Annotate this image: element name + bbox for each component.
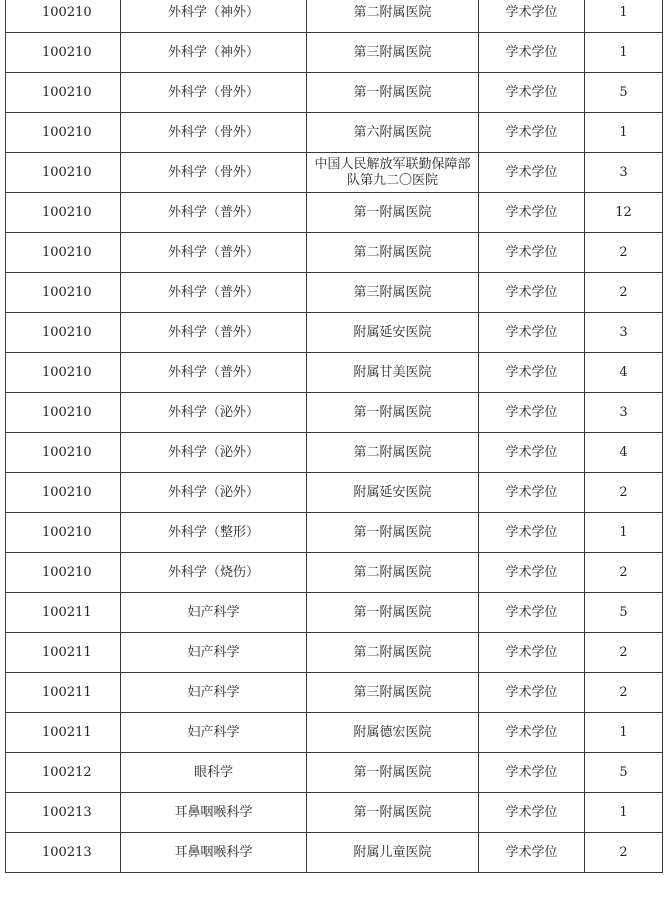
table-row bbox=[6, 753, 663, 793]
major-code-cell: 100210 bbox=[6, 473, 121, 513]
training-unit-cell: 附属延安医院 bbox=[307, 313, 479, 353]
major-name-cell: 外科学（整形） bbox=[121, 513, 307, 553]
enrollment-count-cell: 2 bbox=[585, 233, 663, 273]
major-name-cell: 外科学（普外） bbox=[121, 273, 307, 313]
training-unit-cell: 第一附属医院 bbox=[307, 73, 479, 113]
admissions-table bbox=[5, 0, 663, 873]
enrollment-count-cell: 2 bbox=[585, 673, 663, 713]
table-row bbox=[6, 553, 663, 593]
major-name-cell: 外科学（烧伤） bbox=[121, 553, 307, 593]
major-code-cell: 100210 bbox=[6, 153, 121, 193]
major-name-cell: 外科学（普外） bbox=[121, 353, 307, 393]
training-unit-cell: 第二附属医院 bbox=[307, 633, 479, 673]
degree-type-cell: 学术学位 bbox=[479, 513, 585, 553]
degree-type-cell: 学术学位 bbox=[479, 113, 585, 153]
table-row bbox=[6, 593, 663, 633]
major-code-cell: 100213 bbox=[6, 833, 121, 873]
table-row bbox=[6, 193, 663, 233]
degree-type-cell: 学术学位 bbox=[479, 833, 585, 873]
training-unit-cell: 中国人民解放军联勤保障部队第九二〇医院 bbox=[307, 153, 479, 193]
major-code-cell: 100210 bbox=[6, 0, 121, 33]
enrollment-count-cell: 3 bbox=[585, 393, 663, 433]
major-name-cell: 外科学（普外） bbox=[121, 313, 307, 353]
table-row bbox=[6, 633, 663, 673]
enrollment-count-cell: 3 bbox=[585, 153, 663, 193]
degree-type-cell: 学术学位 bbox=[479, 273, 585, 313]
major-code-cell: 100213 bbox=[6, 793, 121, 833]
training-unit-cell: 第一附属医院 bbox=[307, 593, 479, 633]
training-unit-cell: 第一附属医院 bbox=[307, 793, 479, 833]
major-code-cell: 100211 bbox=[6, 633, 121, 673]
degree-type-cell: 学术学位 bbox=[479, 193, 585, 233]
degree-type-cell: 学术学位 bbox=[479, 433, 585, 473]
table-row bbox=[6, 433, 663, 473]
table-row bbox=[6, 0, 663, 33]
training-unit-cell: 第六附属医院 bbox=[307, 113, 479, 153]
major-name-cell: 外科学（神外） bbox=[121, 33, 307, 73]
degree-type-cell: 学术学位 bbox=[479, 153, 585, 193]
training-unit-cell: 第一附属医院 bbox=[307, 393, 479, 433]
table-row bbox=[6, 513, 663, 553]
major-code-cell: 100210 bbox=[6, 553, 121, 593]
major-code-cell: 100212 bbox=[6, 753, 121, 793]
table-row bbox=[6, 713, 663, 753]
table-row bbox=[6, 353, 663, 393]
enrollment-count-cell: 2 bbox=[585, 833, 663, 873]
degree-type-cell: 学术学位 bbox=[479, 233, 585, 273]
table-row bbox=[6, 33, 663, 73]
table-row bbox=[6, 73, 663, 113]
training-unit-cell: 第三附属医院 bbox=[307, 33, 479, 73]
major-name-cell: 外科学（骨外） bbox=[121, 73, 307, 113]
degree-type-cell: 学术学位 bbox=[479, 473, 585, 513]
enrollment-count-cell: 5 bbox=[585, 73, 663, 113]
table-row bbox=[6, 153, 663, 193]
enrollment-count-cell: 2 bbox=[585, 633, 663, 673]
enrollment-count-cell: 2 bbox=[585, 273, 663, 313]
table-row bbox=[6, 313, 663, 353]
enrollment-count-cell: 1 bbox=[585, 113, 663, 153]
degree-type-cell: 学术学位 bbox=[479, 353, 585, 393]
major-name-cell: 妇产科学 bbox=[121, 633, 307, 673]
major-code-cell: 100211 bbox=[6, 593, 121, 633]
major-name-cell: 妇产科学 bbox=[121, 713, 307, 753]
degree-type-cell: 学术学位 bbox=[479, 73, 585, 113]
training-unit-cell: 附属甘美医院 bbox=[307, 353, 479, 393]
training-unit-cell: 第三附属医院 bbox=[307, 673, 479, 713]
major-name-cell: 外科学（普外） bbox=[121, 193, 307, 233]
training-unit-cell: 第一附属医院 bbox=[307, 753, 479, 793]
enrollment-count-cell: 5 bbox=[585, 593, 663, 633]
major-code-cell: 100210 bbox=[6, 353, 121, 393]
degree-type-cell: 学术学位 bbox=[479, 313, 585, 353]
major-code-cell: 100210 bbox=[6, 33, 121, 73]
enrollment-count-cell: 1 bbox=[585, 513, 663, 553]
enrollment-count-cell: 1 bbox=[585, 0, 663, 33]
degree-type-cell: 学术学位 bbox=[479, 33, 585, 73]
degree-type-cell: 学术学位 bbox=[479, 553, 585, 593]
major-code-cell: 100210 bbox=[6, 433, 121, 473]
major-code-cell: 100210 bbox=[6, 513, 121, 553]
table-body bbox=[6, 0, 663, 873]
major-name-cell: 外科学（普外） bbox=[121, 233, 307, 273]
enrollment-count-cell: 1 bbox=[585, 793, 663, 833]
training-unit-cell: 附属延安医院 bbox=[307, 473, 479, 513]
major-name-cell: 外科学（骨外） bbox=[121, 153, 307, 193]
major-code-cell: 100210 bbox=[6, 193, 121, 233]
table-row bbox=[6, 833, 663, 873]
training-unit-cell: 附属儿童医院 bbox=[307, 833, 479, 873]
major-name-cell: 外科学（泌外） bbox=[121, 393, 307, 433]
training-unit-cell: 第二附属医院 bbox=[307, 0, 479, 33]
major-code-cell: 100210 bbox=[6, 393, 121, 433]
major-name-cell: 外科学（泌外） bbox=[121, 433, 307, 473]
enrollment-count-cell: 1 bbox=[585, 713, 663, 753]
major-name-cell: 外科学（泌外） bbox=[121, 473, 307, 513]
enrollment-count-cell: 2 bbox=[585, 473, 663, 513]
table-row bbox=[6, 233, 663, 273]
enrollment-count-cell: 3 bbox=[585, 313, 663, 353]
major-name-cell: 外科学（神外） bbox=[121, 0, 307, 33]
table-row bbox=[6, 393, 663, 433]
major-name-cell: 耳鼻咽喉科学 bbox=[121, 833, 307, 873]
table-row bbox=[6, 473, 663, 513]
training-unit-cell: 第二附属医院 bbox=[307, 553, 479, 593]
degree-type-cell: 学术学位 bbox=[479, 793, 585, 833]
major-code-cell: 100210 bbox=[6, 233, 121, 273]
major-code-cell: 100211 bbox=[6, 713, 121, 753]
enrollment-count-cell: 4 bbox=[585, 353, 663, 393]
major-code-cell: 100211 bbox=[6, 673, 121, 713]
degree-type-cell: 学术学位 bbox=[479, 633, 585, 673]
major-code-cell: 100210 bbox=[6, 73, 121, 113]
degree-type-cell: 学术学位 bbox=[479, 593, 585, 633]
major-name-cell: 眼科学 bbox=[121, 753, 307, 793]
enrollment-count-cell: 12 bbox=[585, 193, 663, 233]
enrollment-count-cell: 4 bbox=[585, 433, 663, 473]
major-name-cell: 妇产科学 bbox=[121, 593, 307, 633]
major-name-cell: 妇产科学 bbox=[121, 673, 307, 713]
major-code-cell: 100210 bbox=[6, 113, 121, 153]
degree-type-cell: 学术学位 bbox=[479, 393, 585, 433]
degree-type-cell: 学术学位 bbox=[479, 753, 585, 793]
enrollment-count-cell: 5 bbox=[585, 753, 663, 793]
enrollment-count-cell: 2 bbox=[585, 553, 663, 593]
training-unit-cell: 第一附属医院 bbox=[307, 513, 479, 553]
major-code-cell: 100210 bbox=[6, 273, 121, 313]
major-name-cell: 外科学（骨外） bbox=[121, 113, 307, 153]
training-unit-cell: 第二附属医院 bbox=[307, 233, 479, 273]
training-unit-cell: 第三附属医院 bbox=[307, 273, 479, 313]
degree-type-cell: 学术学位 bbox=[479, 673, 585, 713]
table-row bbox=[6, 113, 663, 153]
major-code-cell: 100210 bbox=[6, 313, 121, 353]
major-name-cell: 耳鼻咽喉科学 bbox=[121, 793, 307, 833]
degree-type-cell: 学术学位 bbox=[479, 0, 585, 33]
table-row bbox=[6, 673, 663, 713]
training-unit-cell: 第一附属医院 bbox=[307, 193, 479, 233]
training-unit-cell: 附属德宏医院 bbox=[307, 713, 479, 753]
table-row bbox=[6, 793, 663, 833]
enrollment-count-cell: 1 bbox=[585, 33, 663, 73]
table-row bbox=[6, 273, 663, 313]
training-unit-cell: 第二附属医院 bbox=[307, 433, 479, 473]
degree-type-cell: 学术学位 bbox=[479, 713, 585, 753]
